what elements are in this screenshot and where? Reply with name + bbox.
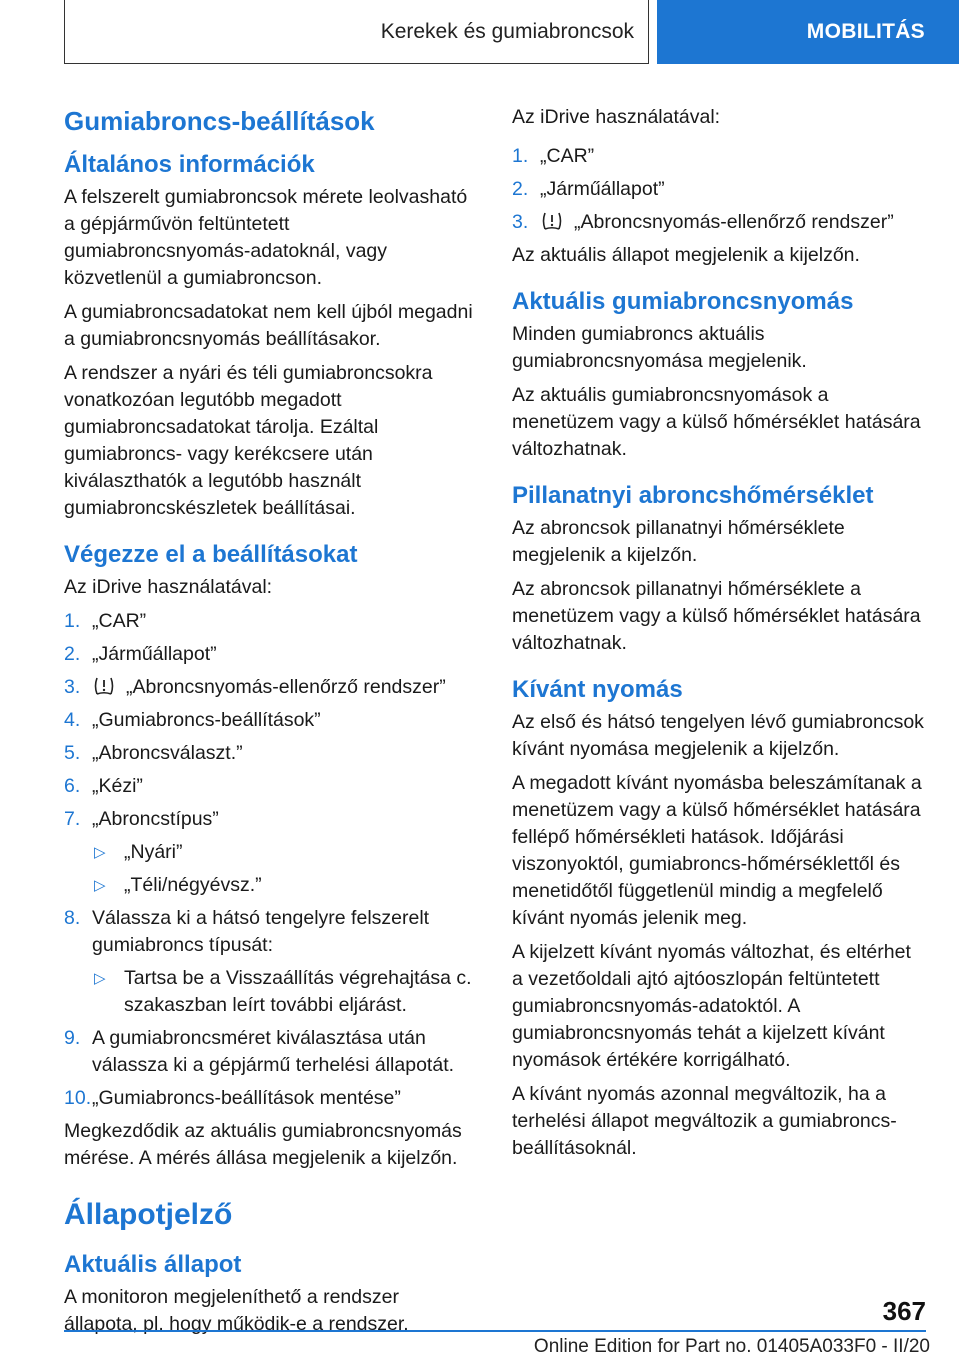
header-tab-label: MOBILITÁS	[806, 20, 925, 43]
paragraph-idrive: Az iDrive használatával:	[64, 576, 273, 598]
sub-list	[92, 839, 478, 899]
footer-divider	[64, 1330, 926, 1332]
sub-list	[92, 965, 478, 1019]
paragraph: A rendszer a nyári és téli gumiabroncsokra vonatkozóan legutóbb megadott gumiabroncsadatokat tárolja. Ezáltal gumiabroncs- vagy kerékcsere után kiválaszthatók a legutóbb használt gumiabroncskészletek beállításai.	[64, 362, 433, 519]
paragraph: A felszerelt gumiabroncsok mérete leolvasható a gépjárművön feltüntetett gumiabroncsnyomás-adatoknál, vagy közvetlenül a gumiabroncson.	[64, 186, 468, 289]
list-item	[64, 806, 478, 899]
paragraph: Minden gumiabroncs aktuális gumiabroncsnyomása megjelenik.	[512, 323, 807, 372]
list-item	[512, 176, 926, 203]
step-number: 10.	[64, 1087, 92, 1109]
heading-target-pressure: Kívánt nyomás	[512, 676, 683, 703]
heading-current-status: Aktuális állapot	[64, 1251, 242, 1278]
settings-steps-list	[64, 608, 478, 1112]
header-tab-mobility[interactable]	[657, 0, 959, 64]
sub-item-text: „Téli/négyévsz.”	[124, 874, 262, 896]
step-text: A gumiabroncsméret kiválasztása után válassza ki a gépjármű terhelési állapotát.	[92, 1027, 455, 1076]
step-text: „Járműállapot”	[540, 178, 665, 200]
paragraph: Az abroncsok pillanatnyi hőmérséklete a menetüzem vagy a külső hőmérséklet hatására változhatnak.	[512, 578, 921, 654]
triangle-bullet-icon: ▷	[94, 844, 106, 861]
step-text: „Gumiabroncs-beállítások”	[92, 709, 321, 731]
step-text: „Gumiabroncs-beállítások mentése”	[92, 1087, 401, 1109]
list-item	[64, 905, 478, 1019]
step-number: 6.	[64, 775, 81, 797]
sub-list-item	[92, 839, 478, 866]
step-number: 3.	[64, 676, 81, 698]
list-item	[64, 707, 478, 734]
header-section-label: Kerekek és gumiabroncsok	[380, 19, 634, 43]
sub-item-text: Tartsa be a Visszaállítás végrehajtása c. szakaszban leírt további eljárást.	[124, 967, 472, 1016]
step-text: „Abroncsválaszt.”	[92, 742, 243, 764]
step-number: 1.	[512, 145, 529, 167]
heading-current-tire-temp: Pillanatnyi abroncshőmérséklet	[512, 482, 874, 509]
heading-status-indicator: Állapotjelző	[64, 1198, 233, 1231]
step-text: „Abroncsnyomás-ellenőrző rendszer”	[574, 211, 894, 233]
header-section-title	[64, 0, 649, 64]
step-text: „Abroncsnyomás-ellenőrző rendszer”	[126, 676, 446, 698]
sub-list-item	[92, 965, 478, 1019]
left-column	[64, 96, 478, 1345]
step-text: „CAR”	[92, 610, 147, 632]
step-number: 2.	[512, 178, 529, 200]
paragraph: A kívánt nyomás azonnal megváltozik, ha a terhelési állapot megváltozik a gumiabroncs-beállításoknál.	[512, 1083, 897, 1159]
paragraph: A monitoron megjeleníthető a rendszer állapota, pl. hogy működik-e a rendszer.	[64, 1286, 409, 1335]
paragraph: A megadott kívánt nyomásba beleszámítanak a menetüzem vagy a külső hőmérséklet hatására fellépő hőmérsékleti hatások. Időjárási viszonyoktól, gumiabroncs-hőmérséklettől és menetidőtől függetlenül mindig a megfelelő kívánt nyomás jelenik meg.	[512, 772, 922, 929]
paragraph: A kijelzett kívánt nyomás változhat, és eltérhet a vezetőoldali ajtó ajtóoszlopán feltüntetett gumiabroncsnyomás-adatoktól. A gumiabroncsnyomás tehát a kijelzett kívánt nyomások értékére korrigálható.	[512, 941, 911, 1071]
step-text: „CAR”	[540, 145, 595, 167]
list-item	[64, 1025, 478, 1079]
sub-list-item	[92, 872, 478, 899]
step-number: 5.	[64, 742, 81, 764]
tire-pressure-warning-icon	[540, 210, 564, 232]
step-number: 7.	[64, 808, 81, 830]
list-item	[512, 143, 926, 170]
paragraph: Az abroncsok pillanatnyi hőmérséklete megjelenik a kijelzőn.	[512, 517, 845, 566]
paragraph-idrive: Az iDrive használatával:	[512, 106, 721, 128]
triangle-bullet-icon: ▷	[94, 970, 106, 987]
paragraph: Megkezdődik az aktuális gumiabroncsnyomás mérése. A mérés állása megjelenik a kijelzőn.	[64, 1120, 462, 1169]
paragraph: A gumiabroncsadatokat nem kell újból megadni a gumiabroncsnyomás beállításakor.	[64, 301, 473, 350]
list-item	[64, 608, 478, 635]
page-number: 367	[882, 1296, 926, 1326]
sub-item-text: „Nyári”	[124, 841, 183, 863]
paragraph: Az aktuális állapot megjelenik a kijelzőn.	[512, 244, 860, 266]
step-number: 9.	[64, 1027, 81, 1049]
step-text: „Kézi”	[92, 775, 143, 797]
triangle-bullet-icon: ▷	[94, 877, 106, 894]
list-item	[64, 740, 478, 767]
step-number: 8.	[64, 907, 81, 929]
step-number: 1.	[64, 610, 81, 632]
list-item	[512, 209, 926, 236]
status-steps-list	[512, 143, 926, 236]
list-item	[64, 773, 478, 800]
list-item	[64, 674, 478, 701]
list-item	[64, 641, 478, 668]
step-text: „Abroncstípus”	[92, 808, 219, 830]
heading-general-info: Általános információk	[64, 151, 315, 178]
list-item	[64, 1085, 478, 1112]
paragraph: Az aktuális gumiabroncsnyomások a menetüzem vagy a külső hőmérséklet hatására változhatnak.	[512, 384, 921, 460]
step-number: 2.	[64, 643, 81, 665]
footer-edition: Online Edition for Part no. 01405A033F0 - II/20	[533, 1336, 930, 1357]
step-text: „Járműállapot”	[92, 643, 217, 665]
step-number: 3.	[512, 211, 529, 233]
tire-pressure-warning-icon	[92, 675, 116, 697]
heading-current-pressure: Aktuális gumiabroncsnyomás	[512, 288, 854, 315]
right-column	[512, 96, 926, 1169]
heading-settings: Végezze el a beállításokat	[64, 541, 358, 568]
page-title: Gumiabroncs-beállítások	[64, 106, 375, 136]
step-number: 4.	[64, 709, 81, 731]
paragraph: Az első és hátsó tengelyen lévő gumiabroncsok kívánt nyomása megjelenik a kijelzőn.	[512, 711, 924, 760]
step-text: Válassza ki a hátsó tengelyre felszerelt gumiabroncs típusát:	[92, 907, 430, 956]
